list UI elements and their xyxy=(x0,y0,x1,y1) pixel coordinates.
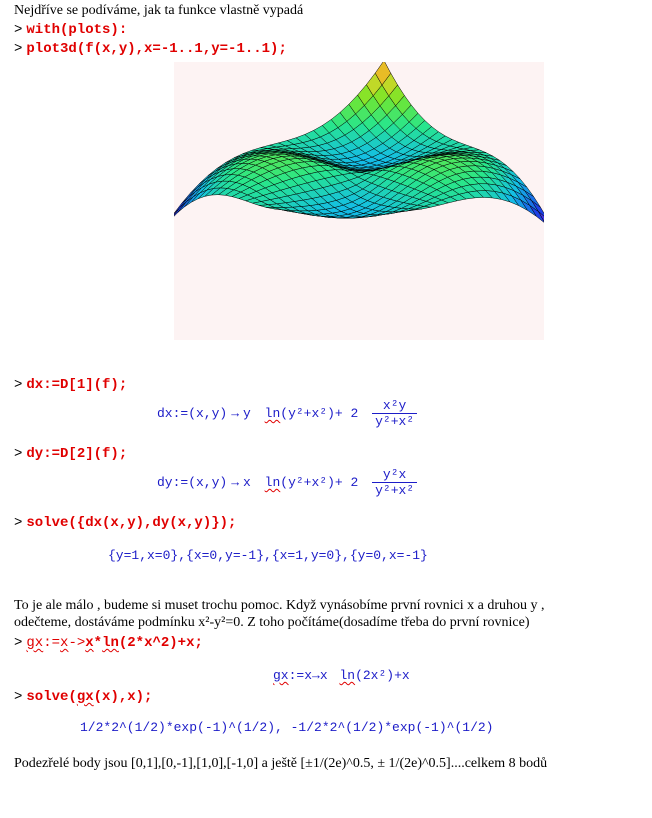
ln-function: ln xyxy=(102,635,119,651)
output-lhs: :=x xyxy=(288,668,313,683)
gx-name: gx xyxy=(76,689,94,705)
var-x: x xyxy=(60,635,69,651)
output-lhs: dy:=(x,y) xyxy=(157,474,228,490)
input-line-plot3d[interactable] xyxy=(14,39,287,57)
fraction-denominator: y²+x² xyxy=(372,413,417,429)
input-line-solve-gx[interactable] xyxy=(14,687,152,705)
command-gx[interactable] xyxy=(26,635,202,651)
output-lhs: dx:=(x,y) xyxy=(157,405,228,421)
fraction-denominator: y²+x² xyxy=(372,482,417,498)
gx-name: gx xyxy=(273,668,289,683)
gx-name: gx xyxy=(26,635,44,651)
prompt-symbol: > xyxy=(14,22,23,38)
command-solve-gx[interactable] xyxy=(26,689,152,705)
prompt-symbol: > xyxy=(14,635,23,651)
command-dx[interactable]: dx:=D[1](f); xyxy=(26,377,128,393)
output-term: x xyxy=(319,668,328,683)
prompt-symbol: > xyxy=(14,446,23,462)
prompt-symbol: > xyxy=(14,515,23,531)
output-dy xyxy=(157,467,417,498)
output-solve-gx: 1/2*2^(1/2)*exp(-1)^(1/2), -1/2*2^(1/2)*exp(-1)^(1/2) xyxy=(80,720,494,735)
prompt-symbol: > xyxy=(14,377,23,393)
intro-text: Nejdříve se podíváme, jak ta funkce vlastně vypadá xyxy=(14,3,304,18)
prompt-symbol: > xyxy=(14,41,23,57)
output-term: y xyxy=(243,405,251,421)
paragraph-line-2: odečteme, dostáváme podmínku x²-y²=0. Z toho počítáme(dosadíme třeba do první rovnice) xyxy=(14,615,530,630)
plot3d-output[interactable] xyxy=(174,62,544,340)
fraction xyxy=(372,467,417,498)
arrow-icon: → xyxy=(312,668,320,683)
input-line-dx[interactable] xyxy=(14,375,127,393)
output-arg: (2x²)+x xyxy=(355,668,410,683)
assign-op: := xyxy=(43,635,61,651)
output-dx xyxy=(157,398,417,429)
output-term: x xyxy=(243,474,251,490)
solve-rest: (x),x); xyxy=(93,689,153,705)
input-line-gx[interactable] xyxy=(14,633,203,651)
output-arg: (y²+x²)+ 2 xyxy=(280,474,359,490)
output-gx xyxy=(273,668,410,683)
command-dy[interactable]: dy:=D[2](f); xyxy=(26,446,128,462)
output-arg: (y²+x²)+ 2 xyxy=(280,405,359,421)
command-with-plots[interactable]: with(plots): xyxy=(26,22,128,38)
conclusion-text: Podezřelé body jsou [0,1],[0,-1],[1,0],[-1,0] a ještě [±1/(2e)^0.5, ± 1/(2e)^0.5]....celkem 8 bodů xyxy=(14,756,548,771)
fraction xyxy=(372,398,417,429)
arrow-icon: → xyxy=(231,405,240,421)
fraction-numerator: y²x xyxy=(382,467,407,482)
output-solve-system: {y=1,x=0},{x=0,y=-1},{x=1,y=0},{y=0,x=-1} xyxy=(108,548,428,563)
ln-function: ln xyxy=(264,474,281,490)
input-line-with-plots[interactable] xyxy=(14,20,127,38)
var-x-bold: x xyxy=(85,635,94,651)
input-line-solve-system[interactable] xyxy=(14,513,236,531)
input-line-dy[interactable] xyxy=(14,444,127,462)
ln-function: ln xyxy=(339,668,356,683)
arrow-op: -> xyxy=(68,635,86,651)
command-plot3d[interactable]: plot3d(f(x,y),x=-1..1,y=-1..1); xyxy=(26,41,287,57)
surface-plot xyxy=(174,62,544,340)
fraction-numerator: x²y xyxy=(382,398,407,413)
ln-function: ln xyxy=(264,405,281,421)
solve-open: solve( xyxy=(26,689,77,705)
command-solve-system[interactable]: solve({dx(x,y),dy(x,y)}); xyxy=(26,515,237,531)
paragraph-line-1: To je ale málo , budeme si muset trochu pomoc. Když vynásobíme první rovnici x a druhou y , xyxy=(14,598,545,613)
arrow-icon: → xyxy=(231,474,240,490)
gx-rest: (2*x^2)+x; xyxy=(118,635,203,651)
mult-op: * xyxy=(93,635,103,651)
prompt-symbol: > xyxy=(14,689,23,705)
